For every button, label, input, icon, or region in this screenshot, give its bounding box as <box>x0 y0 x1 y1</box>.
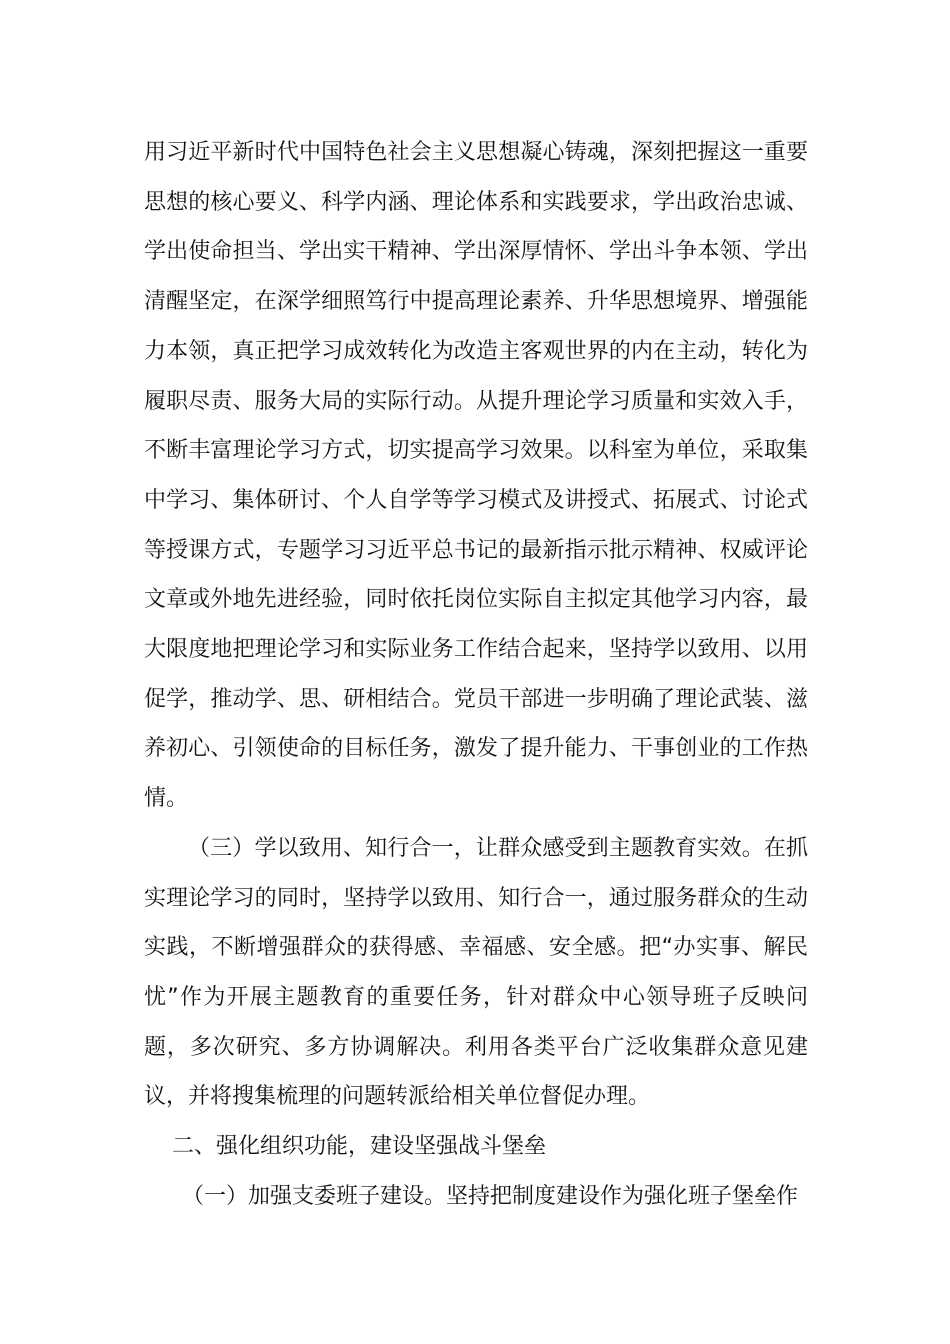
section-heading-2: 二、强化组织功能，建设坚强战斗堡垒 <box>172 1134 547 1160</box>
paragraph-subsection-1: （一）加强支委班子建设。坚持把制度建设作为强化班子堡垒作 <box>182 1183 799 1209</box>
paragraph-section-3: （三）学以致用、知行合一，让群众感受到主题教育实效。在抓实理论学习的同时，坚持学以致用、知行合一，通过服务群众的生动实践，不断增强群众的获得感、幸福感、安全感。把“办实事、解民忧”作为开展主题教育的重要任务，针对群众中心领导班子反映问题，多次研究、多方协调解决。利用各类平台广泛收集群众意见建议，并将搜集梳理的问题转派给相关单位督促办理。 <box>144 835 808 1110</box>
document-body <box>144 128 808 1221</box>
paragraph-theory-study: 用习近平新时代中国特色社会主义思想凝心铸魂，深刻把握这一重要思想的核心要义、科学内涵、理论体系和实践要求，学出政治忠诚、学出使命担当、学出实干精神、学出深厚情怀、学出斗争本领、学出清醒坚定，在深学细照笃行中提高理论素养、升华思想境界、增强能力本领，真正把学习成效转化为改造主客观世界的内在主动，转化为履职尽责、服务大局的实际行动。从提升理论学习质量和实效入手，不断丰富理论学习方式，切实提高学习效果。以科室为单位，采取集中学习、集体研讨、个人自学等学习模式及讲授式、拓展式、讨论式等授课方式，专题学习习近平总书记的最新指示批示精神、权威评论文章或外地先进经验，同时依托岗位实际自主拟定其他学习内容，最大限度地把理论学习和实际业务工作结合起来，坚持学以致用、以用促学，推动学、思、研相结合。党员干部进一步明确了理论武装、滋养初心、引领使命的目标任务，激发了提升能力、干事创业的工作热情。 <box>144 140 808 812</box>
